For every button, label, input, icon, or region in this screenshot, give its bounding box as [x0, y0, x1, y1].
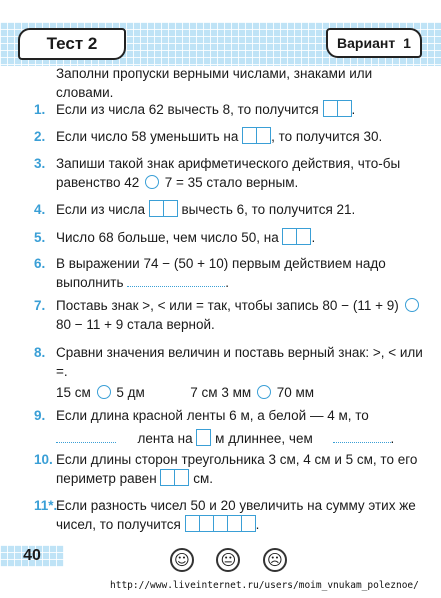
answer-box[interactable]: [297, 228, 311, 245]
value-right: 5 дм: [116, 385, 145, 400]
sign-circle[interactable]: [97, 385, 111, 399]
page-number: 40: [0, 545, 64, 567]
task-text-end: .: [311, 230, 316, 245]
task-number: 2.: [34, 129, 46, 144]
task-text: Если длина красной ленты 6 м, а белой — 4 м, то: [56, 408, 369, 423]
task-text: лента на: [137, 431, 193, 446]
task-text-end: 7 = 35 стало верным.: [164, 175, 299, 190]
task-1: [34, 100, 430, 119]
task-11: [34, 496, 430, 534]
answer-box[interactable]: [214, 515, 228, 532]
variant-number: 1: [403, 35, 411, 51]
answer-box[interactable]: [164, 200, 178, 217]
answer-line[interactable]: [333, 442, 391, 443]
task-number: 7.: [34, 298, 46, 313]
test-title: Тест 2: [18, 28, 126, 60]
task-text: Поставь знак >, < или = так, чтобы запись 80 − (11 + 9): [56, 298, 399, 313]
task-text-end: см.: [193, 471, 213, 486]
task-number: 10.: [34, 452, 53, 467]
task-4: [34, 200, 430, 219]
task-text: В выражении 74 − (50 + 10) первым действием надо выполнить: [56, 256, 386, 290]
task-10: [34, 450, 430, 488]
task-text-end: .: [351, 102, 356, 117]
sad-face-icon[interactable]: ☹: [263, 548, 287, 572]
value-left: 7 см 3 мм: [190, 385, 252, 400]
task-6: [34, 254, 430, 292]
answer-box[interactable]: [200, 515, 214, 532]
task-7: [34, 296, 430, 334]
task-number: 3.: [34, 156, 46, 171]
task-text: Если длины сторон треугольника 3 см, 4 см и 5 см, то его периметр равен: [56, 452, 418, 486]
task-number: 1.: [34, 102, 46, 117]
task-text-end: .: [225, 275, 230, 290]
answer-box[interactable]: [175, 469, 189, 486]
task-text-end: .: [390, 431, 395, 446]
answer-box[interactable]: [282, 228, 297, 245]
task-number: 5.: [34, 230, 46, 245]
self-assessment-faces: [170, 548, 305, 572]
task-text: Если число 58 уменьшить на: [56, 129, 239, 144]
variant-label: [326, 28, 422, 58]
answer-box[interactable]: [338, 100, 352, 117]
answer-box[interactable]: [160, 469, 175, 486]
task-text-end: вычесть 6, то получится 21.: [181, 202, 356, 217]
answer-box[interactable]: [185, 515, 200, 532]
sign-circle[interactable]: [257, 385, 271, 399]
task-text-end: , то получится 30.: [271, 129, 383, 144]
answer-box[interactable]: [242, 127, 257, 144]
task-text: м длиннее, чем: [215, 431, 313, 446]
task-number: 9.: [34, 408, 46, 423]
answer-box[interactable]: [149, 200, 164, 217]
task-text: Если из числа: [56, 202, 145, 217]
answer-line[interactable]: [127, 286, 225, 287]
value-left: 15 см: [56, 385, 91, 400]
happy-face-icon[interactable]: ☺: [170, 548, 194, 572]
answer-line[interactable]: [56, 442, 116, 443]
neutral-face-icon[interactable]: 😐: [216, 548, 240, 572]
value-right: 70 мм: [276, 385, 315, 400]
answer-box[interactable]: [228, 515, 242, 532]
task-text: Если из числа 62 вычесть 8, то получится: [56, 102, 319, 117]
task-3: [34, 154, 430, 192]
instructions: Заполни пропуски верными числами, знаками или словами.: [56, 66, 373, 100]
task-8: [34, 343, 430, 402]
task-text-end: 80 − 11 + 9 стала верной.: [56, 317, 215, 332]
task-text: Если разность чисел 50 и 20 увеличить на сумму этих же чисел, то получится: [56, 498, 416, 532]
task-5: [34, 228, 430, 247]
task-text: Число 68 больше, чем число 50, на: [56, 230, 279, 245]
sign-circle[interactable]: [405, 298, 419, 312]
task-text-end: .: [255, 517, 260, 532]
task-2: [34, 127, 430, 146]
answer-box[interactable]: [242, 515, 256, 532]
task-number: 4.: [34, 202, 46, 217]
task-text: Сравни значения величин и поставь верный знак: >, < или =.: [56, 345, 423, 379]
answer-box[interactable]: [323, 100, 338, 117]
task-number: 11*.: [34, 498, 58, 513]
sign-circle[interactable]: [145, 175, 159, 189]
answer-box[interactable]: [257, 127, 271, 144]
task-number: 8.: [34, 345, 46, 360]
task-9: [34, 406, 430, 448]
footer-url: http://www.liveinternet.ru/users/moim_vnukam_poleznoe/: [110, 580, 419, 591]
variant-text: Вариант: [337, 35, 396, 51]
task-number: 6.: [34, 256, 46, 271]
task-text: Запиши такой знак арифметического действия, что-бы равенство 42: [56, 156, 401, 190]
answer-box[interactable]: [196, 429, 211, 446]
